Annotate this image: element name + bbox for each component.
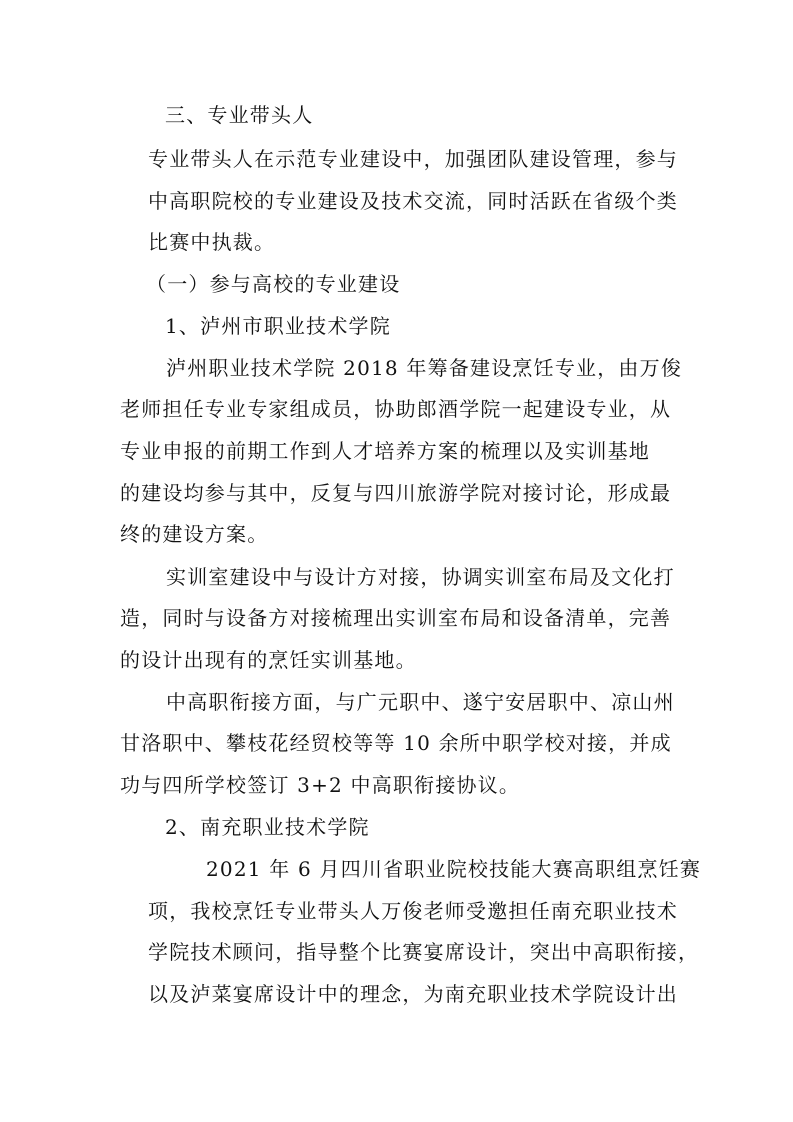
subheading: （一）参与高校的专业建设 — [146, 272, 401, 296]
item1-para3-line-1: 中高职衔接方面，与广元职中、遂宁安居职中、凉山州 — [166, 690, 675, 714]
item2-para1-line-4: 以及泸菜宴席设计中的理念，为南充职业技术学院设计出 — [148, 982, 678, 1006]
item1-para3-line-2: 甘洛职中、攀枝花经贸校等等 10 余所中职学校对接，并成 — [120, 731, 672, 755]
item1-para2-line-3: 的设计出现有的烹饪实训基地。 — [120, 648, 417, 672]
item1-para1-line-1: 泸州职业技术学院 2018 年筹备建设烹饪专业，由万俊 — [166, 356, 683, 380]
intro-line-3: 比赛中执裁。 — [148, 230, 276, 254]
item1-para2-line-2: 造，同时与设备方对接梳理出实训室布局和设备清单，完善 — [120, 606, 672, 630]
item1-title: 1、泸州市职业技术学院 — [165, 314, 391, 338]
item2-para1-line-3: 学院技术顾问，指导整个比赛宴席设计，突出中高职衔接， — [148, 940, 700, 964]
item2-para1-line-1: 2021 年 6 月四川省职业院校技能大赛高职组烹饪赛 — [206, 857, 702, 881]
item1-para3-line-3: 功与四所学校签订 3+2 中高职衔接协议。 — [120, 773, 521, 797]
item2-para1-line-2: 项，我校烹饪专业带头人万俊老师受邀担任南充职业技术 — [148, 899, 678, 923]
item1-para2-line-1: 实训室建设中与设计方对接，协调实训室布局及文化打 — [166, 565, 675, 589]
intro-line-1: 专业带头人在示范专业建设中，加强团队建设管理，参与 — [148, 147, 678, 171]
section-heading: 三、专业带头人 — [165, 103, 314, 127]
item2-title: 2、南充职业技术学院 — [165, 815, 370, 839]
item1-para1-line-2: 老师担任专业专家组成员，协助郎酒学院一起建设专业，从 — [120, 397, 672, 421]
intro-line-2: 中高职院校的专业建设及技术交流，同时活跃在省级个类 — [148, 189, 678, 213]
item1-para1-line-3: 专业申报的前期工作到人才培养方案的梳理以及实训基地 — [120, 439, 650, 463]
item1-para1-line-5: 终的建设方案。 — [120, 522, 269, 546]
item1-para1-line-4: 的建设均参与其中，反复与四川旅游学院对接讨论，形成最 — [120, 481, 672, 505]
